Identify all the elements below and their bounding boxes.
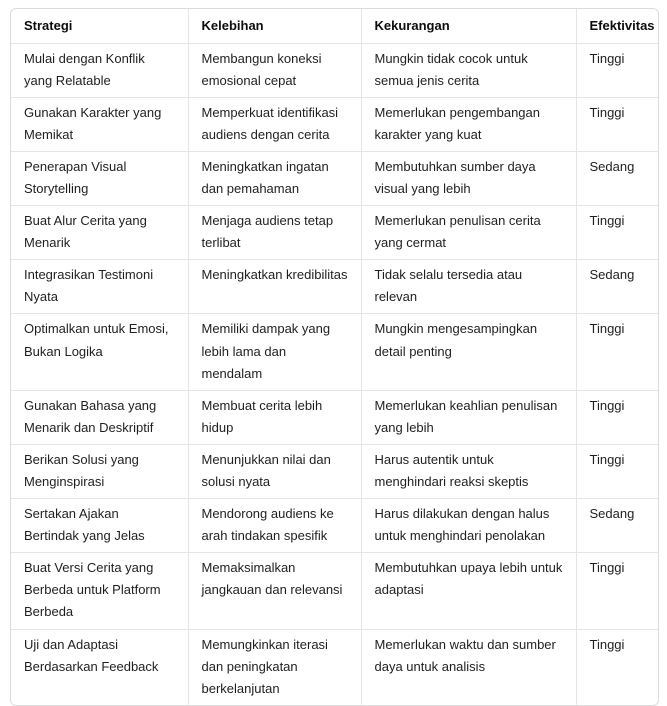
table-cell-efektivitas: Tinggi bbox=[576, 314, 659, 390]
table-cell-strategi: Sertakan Ajakan Bertindak yang Jelas bbox=[11, 499, 188, 553]
table-row bbox=[11, 390, 659, 444]
table-cell-kekurangan: Mungkin mengesampingkan detail penting bbox=[361, 314, 576, 390]
table-cell-kekurangan: Harus autentik untuk menghindari reaksi skeptis bbox=[361, 444, 576, 498]
table-cell-efektivitas: Tinggi bbox=[576, 390, 659, 444]
table-cell-efektivitas: Tinggi bbox=[576, 97, 659, 151]
table-cell-strategi: Penerapan Visual Storytelling bbox=[11, 151, 188, 205]
table-cell-kelebihan: Membangun koneksi emosional cepat bbox=[188, 43, 361, 97]
table-cell-kekurangan: Memerlukan penulisan cerita yang cermat bbox=[361, 206, 576, 260]
table-row bbox=[11, 206, 659, 260]
table-cell-strategi: Gunakan Bahasa yang Menarik dan Deskriptif bbox=[11, 390, 188, 444]
table-cell-kekurangan: Membutuhkan sumber daya visual yang lebih bbox=[361, 151, 576, 205]
table-cell-strategi: Integrasikan Testimoni Nyata bbox=[11, 260, 188, 314]
table-body bbox=[11, 43, 659, 705]
table-cell-kelebihan: Memperkuat identifikasi audiens dengan cerita bbox=[188, 97, 361, 151]
table-cell-kekurangan: Membutuhkan upaya lebih untuk adaptasi bbox=[361, 553, 576, 629]
table-row bbox=[11, 43, 659, 97]
column-header-efektivitas: Efektivitas bbox=[576, 9, 659, 43]
table-cell-kelebihan: Menjaga audiens tetap terlibat bbox=[188, 206, 361, 260]
table-cell-kekurangan: Memerlukan pengembangan karakter yang kuat bbox=[361, 97, 576, 151]
column-header-kekurangan: Kekurangan bbox=[361, 9, 576, 43]
table-cell-kekurangan: Memerlukan waktu dan sumber daya untuk analisis bbox=[361, 629, 576, 705]
column-header-strategi: Strategi bbox=[11, 9, 188, 43]
table-cell-kelebihan: Memungkinkan iterasi dan peningkatan berkelanjutan bbox=[188, 629, 361, 705]
table-cell-efektivitas: Tinggi bbox=[576, 206, 659, 260]
table-row bbox=[11, 97, 659, 151]
table-row bbox=[11, 553, 659, 629]
strategy-table bbox=[11, 9, 659, 705]
table-cell-strategi: Mulai dengan Konflik yang Relatable bbox=[11, 43, 188, 97]
table-cell-efektivitas: Tinggi bbox=[576, 444, 659, 498]
table-cell-kelebihan: Meningkatkan ingatan dan pemahaman bbox=[188, 151, 361, 205]
table-row bbox=[11, 260, 659, 314]
table-cell-kelebihan: Menunjukkan nilai dan solusi nyata bbox=[188, 444, 361, 498]
table-cell-strategi: Gunakan Karakter yang Memikat bbox=[11, 97, 188, 151]
table-row bbox=[11, 444, 659, 498]
table-cell-kelebihan: Memiliki dampak yang lebih lama dan mendalam bbox=[188, 314, 361, 390]
table-cell-kekurangan: Harus dilakukan dengan halus untuk menghindari penolakan bbox=[361, 499, 576, 553]
table-cell-strategi: Buat Versi Cerita yang Berbeda untuk Platform Berbeda bbox=[11, 553, 188, 629]
strategy-table-container bbox=[10, 8, 659, 706]
table-header-row bbox=[11, 9, 659, 43]
table-cell-strategi: Buat Alur Cerita yang Menarik bbox=[11, 206, 188, 260]
table-cell-strategi: Berikan Solusi yang Menginspirasi bbox=[11, 444, 188, 498]
table-cell-efektivitas: Tinggi bbox=[589, 636, 625, 652]
table-cell-kelebihan: Membuat cerita lebih hidup bbox=[188, 390, 361, 444]
table-cell-kelebihan: Memaksimalkan jangkauan dan relevansi bbox=[188, 553, 361, 629]
table-cell-strategi: Uji dan Adaptasi Berdasarkan Feedback bbox=[11, 629, 188, 705]
table-cell-kekurangan: Tidak selalu tersedia atau relevan bbox=[361, 260, 576, 314]
column-header-kelebihan: Kelebihan bbox=[188, 9, 361, 43]
table-cell-efektivitas: Sedang bbox=[576, 499, 659, 553]
table-row bbox=[11, 499, 659, 553]
table-row bbox=[11, 629, 659, 705]
table-row bbox=[11, 314, 659, 390]
table-cell-kekurangan: Memerlukan keahlian penulisan yang lebih bbox=[361, 390, 576, 444]
table-cell-efektivitas: Sedang bbox=[576, 151, 659, 205]
table-cell-kelebihan: Meningkatkan kredibilitas bbox=[188, 260, 361, 314]
table-cell-efektivitas: Tinggi bbox=[576, 43, 659, 97]
table-cell-efektivitas: Tinggi bbox=[576, 553, 659, 629]
table-row bbox=[11, 151, 659, 205]
table-cell-strategi: Optimalkan untuk Emosi, Bukan Logika bbox=[11, 314, 188, 390]
table-cell-kelebihan: Mendorong audiens ke arah tindakan spesifik bbox=[188, 499, 361, 553]
table-cell-efektivitas: Sedang bbox=[576, 260, 659, 314]
table-cell-kekurangan: Mungkin tidak cocok untuk semua jenis cerita bbox=[361, 43, 576, 97]
